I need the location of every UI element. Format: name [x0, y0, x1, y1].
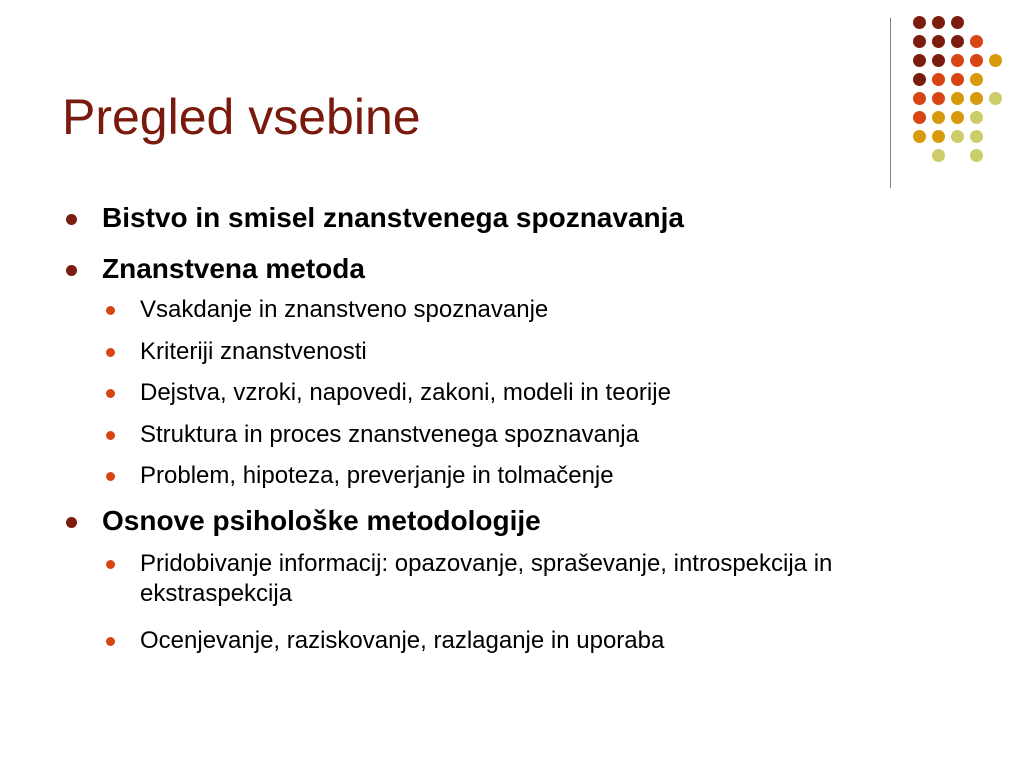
sub-bullet-marker — [106, 306, 115, 315]
bullet-marker — [66, 214, 77, 225]
sub-bullet-marker — [106, 431, 115, 440]
sub-bullet-marker — [106, 472, 115, 481]
sub-bullet-text: Vsakdanje in znanstveno spoznavanje — [140, 296, 549, 323]
bullet-marker — [66, 265, 77, 276]
sub-bullet-text: Struktura in proces znanstvenega spoznavanja — [140, 421, 639, 448]
sub-bullet-text: Ocenjevanje, raziskovanje, razlaganje in uporaba — [140, 627, 665, 654]
bullet-text: Znanstvena metoda — [102, 253, 365, 284]
slide-title: Pregled vsebine — [62, 89, 421, 145]
sub-bullet-marker — [106, 637, 115, 646]
sub-bullet-text: Kriteriji znanstvenosti — [140, 338, 367, 365]
bullet-text: Bistvo in smisel znanstvenega spoznavanja — [102, 202, 684, 233]
sub-bullet-text: Pridobivanje informacij: opazovanje, spraševanje, introspekcija in ekstraspekcija — [140, 550, 833, 607]
bullet-text: Osnove psihološke metodologije — [102, 505, 541, 536]
sub-bullet-marker — [106, 348, 115, 357]
sub-bullet-text: Problem, hipoteza, preverjanje in tolmačenje — [140, 462, 614, 489]
sub-bullet-text: Dejstva, vzroki, napovedi, zakoni, modeli in teorije — [140, 379, 671, 406]
sub-bullet-marker — [106, 389, 115, 398]
sub-bullet-marker — [106, 560, 115, 569]
bullet-marker — [66, 517, 77, 528]
